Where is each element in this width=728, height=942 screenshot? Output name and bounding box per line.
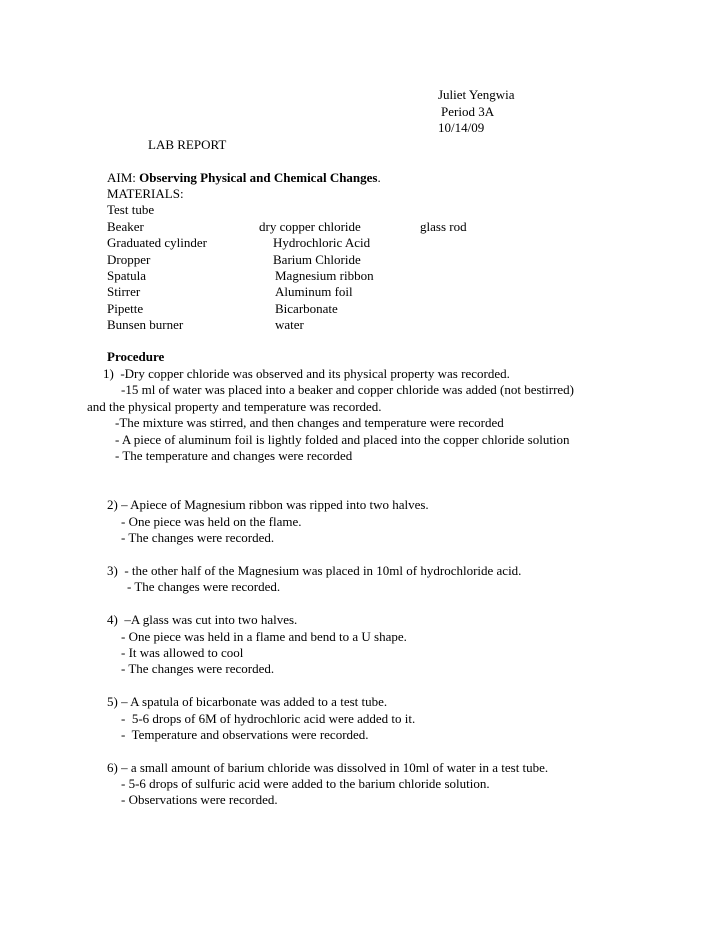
procedure-line: and the physical property and temperature was recorded. <box>87 399 382 414</box>
procedure-line: 6) – a small amount of barium chloride was dissolved in 10ml of water in a test tube. <box>107 760 549 775</box>
material-item: Pipette <box>107 301 144 316</box>
procedure-line: 3) - the other half of the Magnesium was placed in 10ml of hydrochloride acid. <box>107 563 522 578</box>
procedure-line: - 5-6 drops of sulfuric acid were added to the barium chloride solution. <box>121 776 490 791</box>
procedure-line: - One piece was held on the flame. <box>121 514 302 529</box>
procedure-line: - Observations were recorded. <box>121 792 278 807</box>
material-item: dry copper chloride <box>259 219 361 234</box>
procedure-heading: Procedure <box>107 349 165 364</box>
material-item: Magnesium ribbon <box>275 268 374 283</box>
procedure-line: - The temperature and changes were recorded <box>115 448 353 463</box>
material-item: Stirrer <box>107 284 141 299</box>
aim-label: AIM: <box>107 170 136 185</box>
procedure-line: -The mixture was stirred, and then changes and temperature were recorded <box>115 415 504 430</box>
material-item: Dropper <box>107 252 151 267</box>
procedure-line: - The changes were recorded. <box>121 530 275 545</box>
aim-end: . <box>377 170 381 185</box>
material-item: Graduated cylinder <box>107 235 207 250</box>
material-item: water <box>275 317 304 332</box>
procedure-line: - Temperature and observations were recorded. <box>121 727 369 742</box>
materials-heading: MATERIALS: <box>107 186 184 201</box>
author-name: Juliet Yengwia <box>438 87 515 102</box>
procedure-line: -15 ml of water was placed into a beaker and copper chloride was added (not bestirred) <box>121 382 575 397</box>
procedure-line: - A piece of aluminum foil is lightly folded and placed into the copper chloride solution <box>115 432 570 447</box>
material-item: Bicarbonate <box>275 301 338 316</box>
material-item: Hydrochloric Acid <box>273 235 371 250</box>
material-item: Beaker <box>107 219 144 234</box>
report-title: LAB REPORT <box>148 137 227 152</box>
procedure-line: - The changes were recorded. <box>127 579 281 594</box>
procedure-line: - The changes were recorded. <box>121 661 275 676</box>
material-item: Bunsen burner <box>107 317 184 332</box>
aim-text: Observing Physical and Chemical Changes <box>139 170 378 185</box>
material-item: Test tube <box>107 202 155 217</box>
material-item: glass rod <box>420 219 467 234</box>
procedure-line: 1) -Dry copper chloride was observed and its physical property was recorded. <box>103 366 510 381</box>
class-period: Period 3A <box>441 104 495 119</box>
material-item: Barium Chloride <box>273 252 361 267</box>
report-date: 10/14/09 <box>438 120 485 135</box>
material-item: Aluminum foil <box>275 284 353 299</box>
material-item: Spatula <box>107 268 146 283</box>
procedure-line: - One piece was held in a flame and bend to a U shape. <box>121 629 407 644</box>
procedure-line: - 5-6 drops of 6M of hydrochloric acid were added to it. <box>121 711 416 726</box>
procedure-line: 5) – A spatula of bicarbonate was added to a test tube. <box>107 694 388 709</box>
procedure-line: 2) – Apiece of Magnesium ribbon was ripped into two halves. <box>107 497 429 512</box>
procedure-line: 4) –A glass was cut into two halves. <box>107 612 298 627</box>
procedure-line: - It was allowed to cool <box>121 645 244 660</box>
aim-line <box>107 170 381 186</box>
